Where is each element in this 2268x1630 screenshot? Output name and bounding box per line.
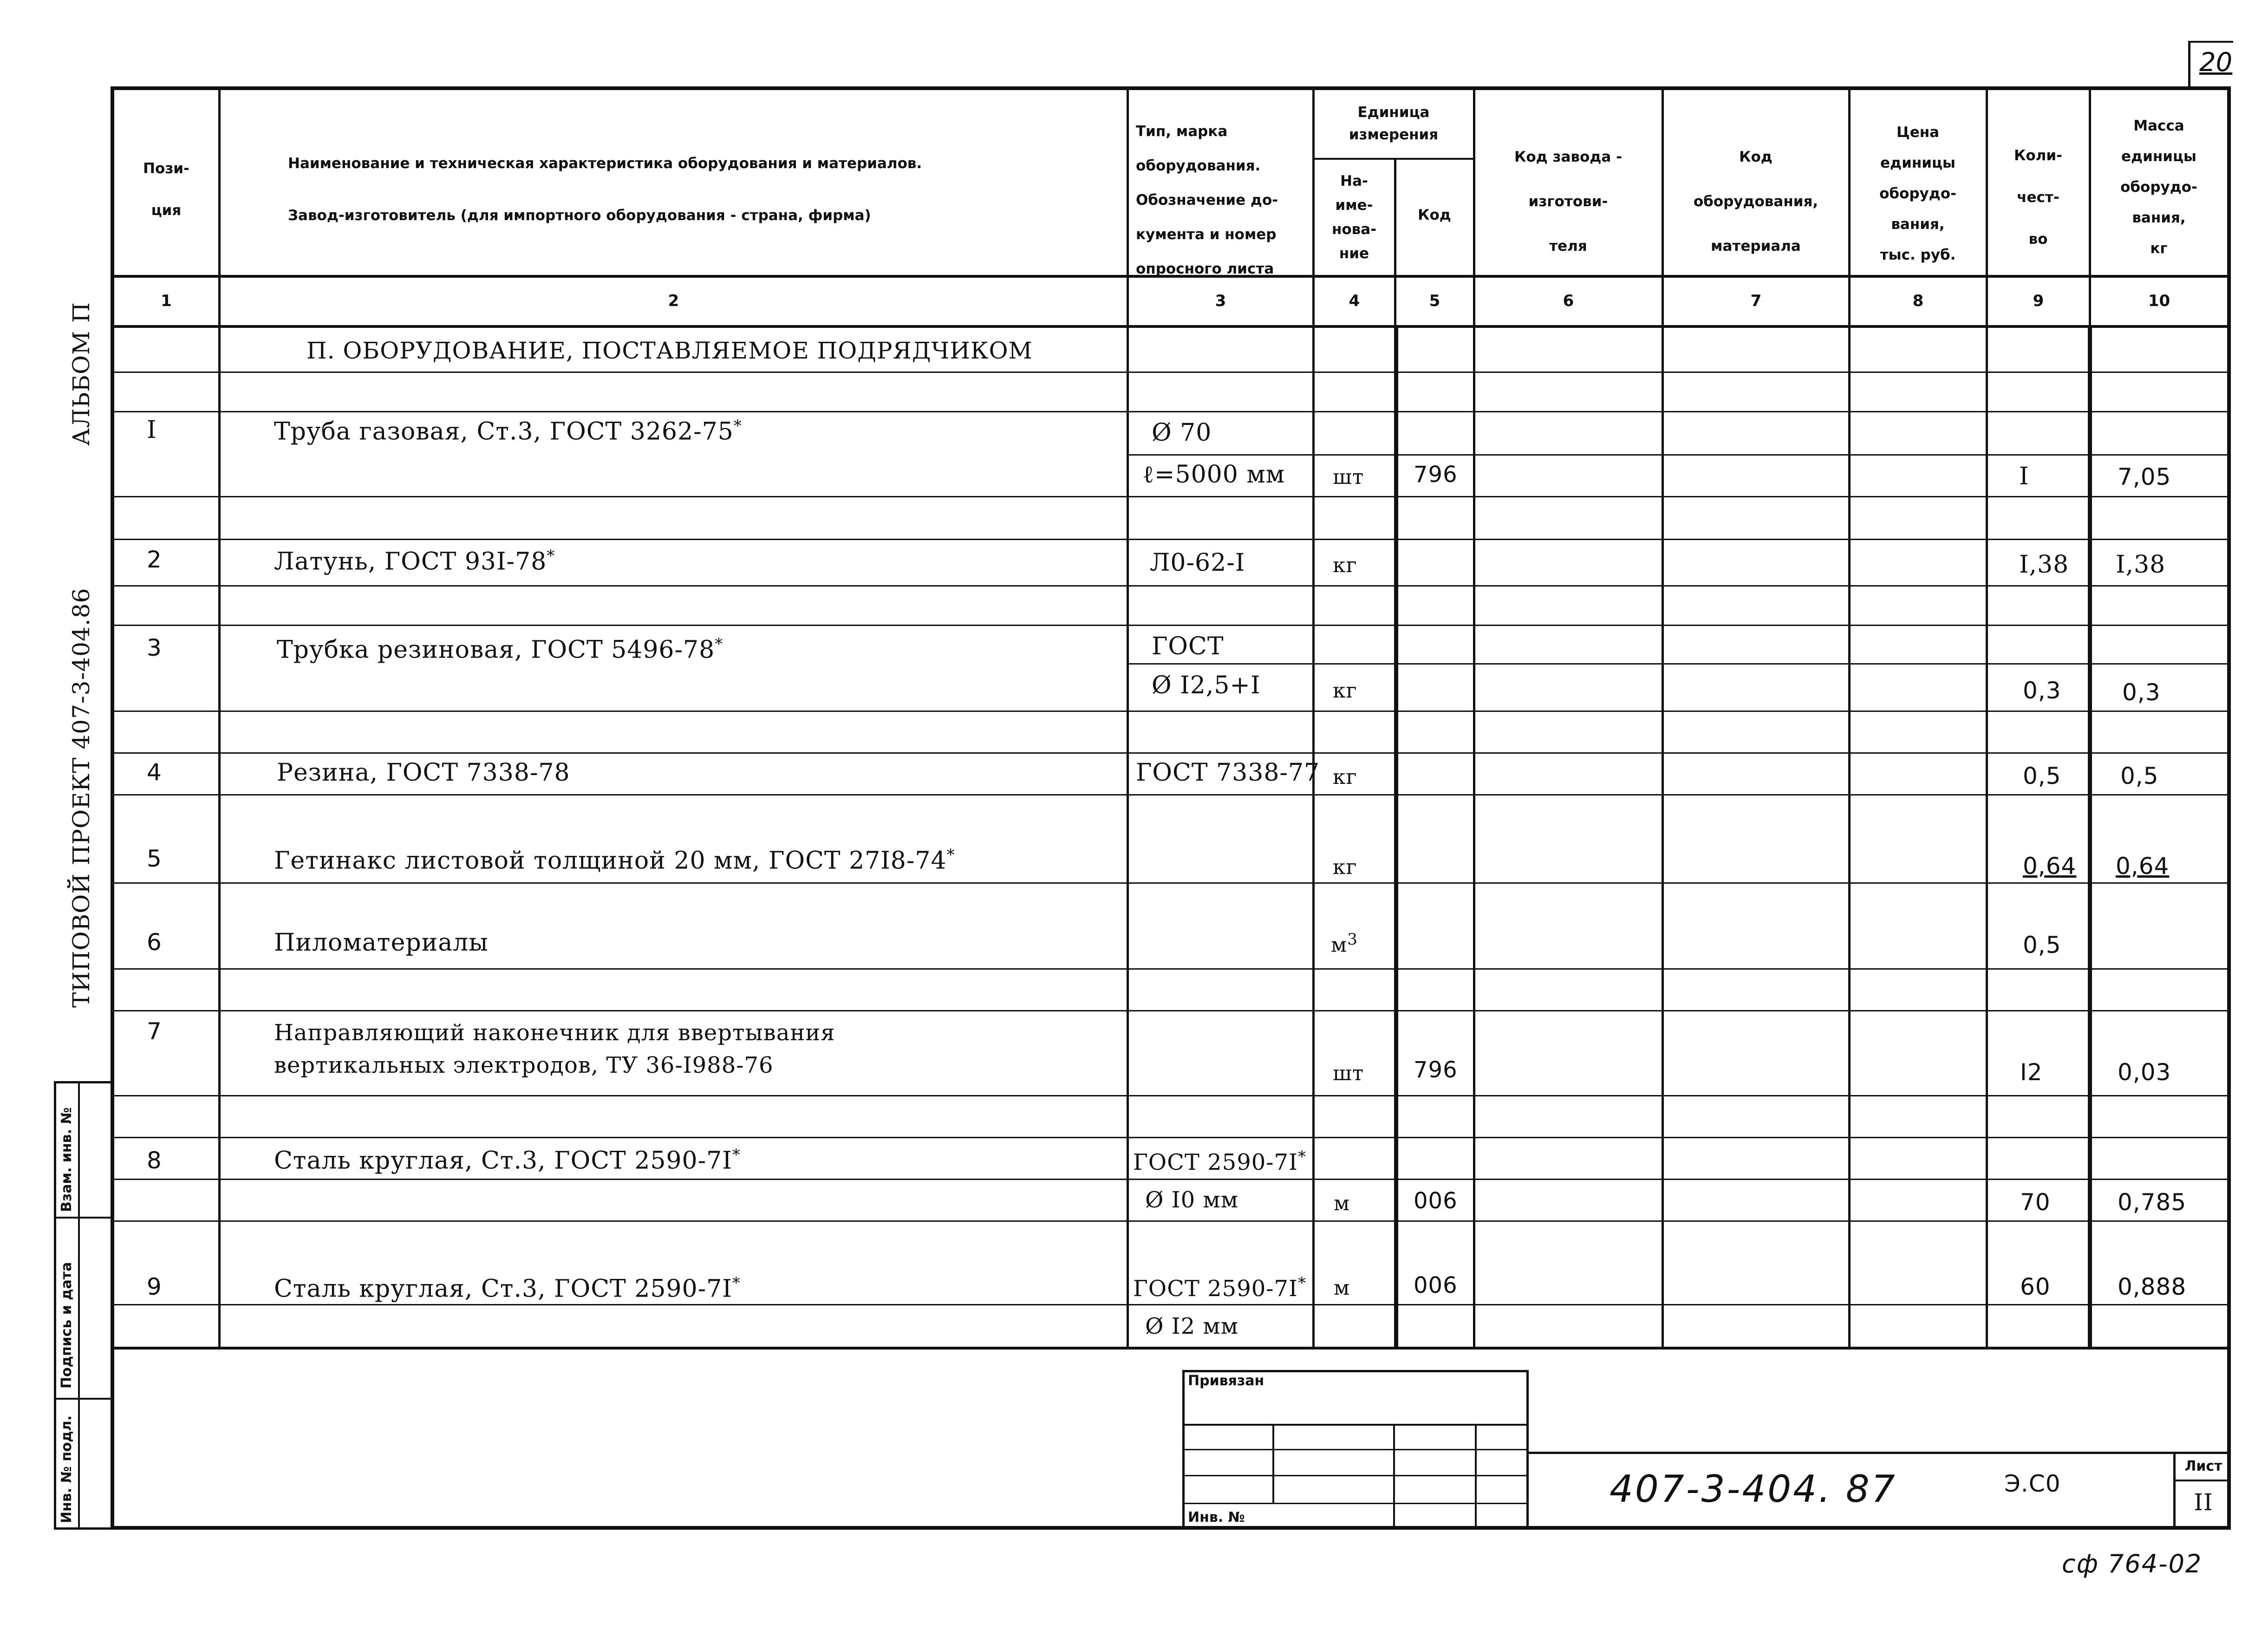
header-col1: Пози- ция — [143, 160, 189, 219]
header-col45-group: Единица измерения — [1349, 104, 1439, 143]
header-col3: Тип, марка оборудования. Обозначение до- кумента и номер опросного листа — [1136, 123, 1278, 277]
document-suffix: Э.С0 — [2004, 1470, 2061, 1497]
header-col9: Коли- чест- во — [2014, 147, 2062, 248]
header-col8: Цена единицы оборудо- вания, тыс. руб. — [1879, 124, 1956, 263]
document-code: 407-3-404. 87 — [1610, 1467, 1897, 1511]
header-col5: Код — [1418, 207, 1451, 223]
side-label-podpis-data: Подпись и дата — [59, 1262, 75, 1389]
header-col7: Код оборудования, материала — [1693, 149, 1818, 254]
bottom-note: сф 764-02 — [2062, 1549, 2203, 1578]
header-col6: Код завода - изготови- теля — [1514, 149, 1622, 254]
sheet-corner-number: 20 — [2199, 47, 2233, 78]
side-label-album: АЛЬБОМ П — [68, 302, 95, 446]
header-col10: Масса единицы оборудо- вания, кг — [2120, 117, 2197, 257]
stamp-inv-label: Инв. № — [1188, 1509, 1245, 1526]
side-label-project: ТИПОВОЙ ПРОЕКТ 407-3-404.86 — [68, 587, 95, 1008]
list-value: II — [2194, 1489, 2213, 1516]
stamp-privyazan-label: Привязан — [1188, 1373, 1264, 1389]
section-title: П. ОБОРУДОВАНИЕ, ПОСТАВЛЯЕМОЕ ПОДРЯДЧИКОМ — [306, 337, 1033, 364]
side-label-inv-podl: Инв. № подл. — [59, 1415, 75, 1523]
header-col2: Наименование и техническая характеристика оборудования и материалов. Завод-изготовитель (для импортного оборудования - страна, фирма) — [288, 155, 922, 224]
list-label: Лист — [2184, 1458, 2222, 1474]
header-col4: На- име- нова- ние — [1331, 173, 1377, 262]
side-label-vzam-inv: Взам. инв. № — [59, 1107, 75, 1212]
